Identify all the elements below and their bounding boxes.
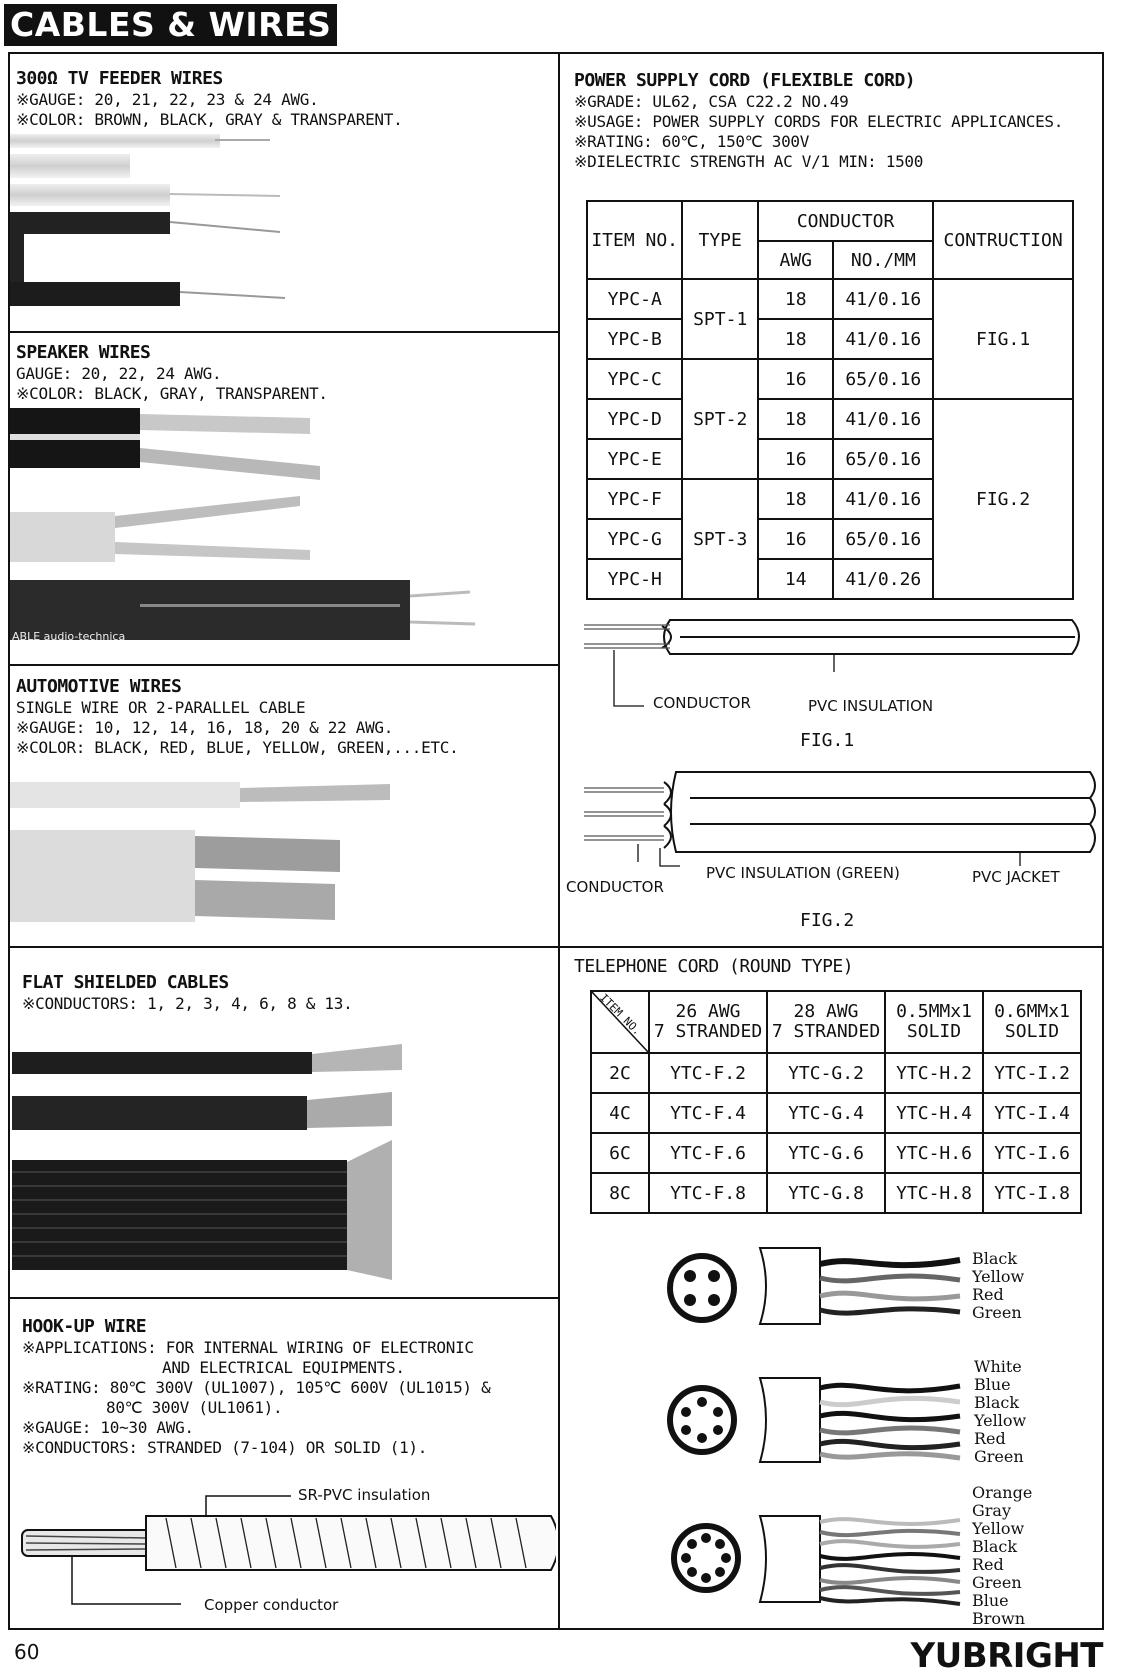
corner-label: ITEM NO. (597, 991, 644, 1038)
flat-shielded-title: FLAT SHIELDED CABLES (22, 972, 229, 993)
table-cell: FIG.2 (933, 399, 1073, 599)
table-cell: YTC-F.4 (649, 1093, 767, 1133)
table-cell: 65/0.16 (833, 439, 933, 479)
brand-logo: YUBRIGHT (910, 1636, 1103, 1676)
table-cell: YTC-I.2 (983, 1053, 1081, 1093)
th-col-1: 26 AWG 7 STRANDED (649, 991, 767, 1053)
table-cell: 41/0.26 (833, 559, 933, 599)
telephone-title: TELEPHONE CORD (ROUND TYPE) (574, 956, 854, 977)
table-cell: YTC-F.2 (649, 1053, 767, 1093)
table-cell: 65/0.16 (833, 359, 933, 399)
hookup-conductor-label: Copper conductor (204, 1596, 339, 1614)
automotive-specs: SINGLE WIRE OR 2-PARALLEL CABLE ※GAUGE: 10, 12, 14, 16, 18, 20 & 22 AWG. ※COLOR: BLACK, RED, BLUE, YELLOW, GREEN,...ETC. (16, 698, 459, 757)
speaker-wires-photo (10, 400, 555, 658)
automotive-wires-photo (10, 776, 550, 941)
hookup-specs: ※APPLICATIONS: FOR INTERNAL WIRING OF ELECTRONIC AND ELECTRICAL EQUIPMENTS. ※RATING: 80℃ 300V (UL1007), 105℃ 600V (UL1015) & 80℃ 300V (UL1061). ※GAUGE: 10~30 AWG. ※CONDUCTORS: STRANDED (7-104) OR SOLID (1). (22, 1338, 491, 1457)
th-construction: CONTRUCTION (933, 201, 1073, 279)
fig1-caption: FIG.1 (800, 730, 855, 751)
speaker-title: SPEAKER WIRES (16, 342, 151, 363)
table-cell: 18 (758, 399, 833, 439)
table-cell: 14 (758, 559, 833, 599)
table-cell: YTC-G.2 (767, 1053, 885, 1093)
row-label: 6C (591, 1133, 649, 1173)
table-cell: FIG.1 (933, 279, 1073, 399)
cord-4c-diagram (670, 1248, 960, 1324)
th-corner (591, 991, 649, 1053)
table-cell: YTC-H.4 (885, 1093, 983, 1133)
speaker-specs: GAUGE: 20, 22, 24 AWG. ※COLOR: BLACK, GRAY, TRANSPARENT. (16, 364, 328, 403)
table-cell: YTC-H.8 (885, 1173, 983, 1213)
th-col-3: 0.5MMx1 SOLID (885, 991, 983, 1053)
cord-6c-diagram (670, 1378, 960, 1462)
row-label: 4C (591, 1093, 649, 1133)
table-row (591, 1093, 1081, 1133)
page-banner-title: CABLES & WIRES (4, 4, 337, 46)
divider-tv-speaker (8, 331, 560, 333)
table-row (591, 1173, 1081, 1213)
table-cell: 18 (758, 319, 833, 359)
cord-8c-colors: Orange Gray Yellow Black Red Green Blue Brown (972, 1483, 1033, 1628)
power-cord-table (586, 200, 1074, 600)
divider-flat-hookup (8, 1297, 560, 1299)
table-cell: YTC-F.8 (649, 1173, 767, 1213)
table-cell: 16 (758, 359, 833, 399)
table-row (591, 1133, 1081, 1173)
table-cell: YPC-E (587, 439, 682, 479)
table-cell: YTC-I.4 (983, 1093, 1081, 1133)
divider-mid (8, 946, 1104, 948)
tv-feeder-title: 300Ω TV FEEDER WIRES (16, 68, 223, 89)
table-cell: YPC-G (587, 519, 682, 559)
table-row (591, 1053, 1081, 1093)
cord-4c-colors: Black Yellow Red Green (972, 1249, 1025, 1322)
table-cell: 18 (758, 479, 833, 519)
flat-shielded-cables-photo (12, 1030, 552, 1290)
power-cord-specs: ※GRADE: UL62, CSA C22.2 NO.49 ※USAGE: POWER SUPPLY CORDS FOR ELECTRIC APPLICANCES. ※RATING: 60℃, 150℃ 300V ※DIELECTRIC STRENGTH AC V/1 MIN: 1500 (574, 92, 1064, 171)
fig2-conductor-label: CONDUCTOR (566, 878, 664, 896)
page-number: 60 (14, 1640, 40, 1664)
table-cell: YPC-H (587, 559, 682, 599)
table-cell: 16 (758, 519, 833, 559)
th-col-2: 28 AWG 7 STRANDED (767, 991, 885, 1053)
divider-speaker-auto (8, 664, 560, 666)
th-awg: AWG (758, 241, 833, 279)
table-cell: YTC-G.6 (767, 1133, 885, 1173)
table-cell: YPC-C (587, 359, 682, 399)
automotive-title: AUTOMOTIVE WIRES (16, 676, 182, 697)
table-cell: SPT-3 (682, 479, 758, 599)
fig1-insulation-label: PVC INSULATION (808, 697, 934, 715)
table-cell: YTC-H.6 (885, 1133, 983, 1173)
hookup-insulation-label: SR-PVC insulation (298, 1486, 431, 1504)
hookup-title: HOOK-UP WIRE (22, 1316, 147, 1337)
tv-feeder-specs: ※GAUGE: 20, 21, 22, 23 & 24 AWG. ※COLOR: BROWN, BLACK, GRAY & TRANSPARENT. (16, 90, 403, 129)
speaker-cable-print: ABLE audio-technica (12, 630, 126, 643)
th-col-4: 0.6MMx1 SOLID (983, 991, 1081, 1053)
table-cell: YPC-B (587, 319, 682, 359)
tv-feeder-wires-photo (10, 132, 550, 327)
table-cell: YPC-D (587, 399, 682, 439)
table-cell: 16 (758, 439, 833, 479)
telephone-table (590, 990, 1082, 1214)
fig2-jacket-label: PVC JACKET (972, 868, 1060, 886)
th-nomm: NO./MM (833, 241, 933, 279)
table-cell: YTC-I.8 (983, 1173, 1081, 1213)
flat-shielded-specs: ※CONDUCTORS: 1, 2, 3, 4, 6, 8 & 13. (22, 994, 353, 1013)
fig2-insulation-label: PVC INSULATION (GREEN) (706, 864, 900, 882)
table-cell: YPC-F (587, 479, 682, 519)
table-cell: YTC-H.2 (885, 1053, 983, 1093)
row-label: 8C (591, 1173, 649, 1213)
cord-6c-colors: White Blue Black Yellow Red Green (974, 1357, 1027, 1466)
power-cord-title: POWER SUPPLY CORD (FLEXIBLE CORD) (574, 70, 916, 91)
table-cell: 41/0.16 (833, 319, 933, 359)
table-cell: YTC-I.6 (983, 1133, 1081, 1173)
fig1-conductor-label: CONDUCTOR (653, 694, 751, 712)
telephone-cord-diagrams (660, 1240, 980, 1625)
table-cell: SPT-1 (682, 279, 758, 359)
th-type: TYPE (682, 201, 758, 279)
column-divider (558, 52, 560, 1630)
table-cell: 41/0.16 (833, 479, 933, 519)
th-conductor: CONDUCTOR (758, 201, 933, 241)
fig2-caption: FIG.2 (800, 910, 855, 931)
th-item-no: ITEM NO. (587, 201, 682, 279)
table-cell: SPT-2 (682, 359, 758, 479)
table-cell: YTC-F.6 (649, 1133, 767, 1173)
table-cell: 41/0.16 (833, 279, 933, 319)
table-cell: 65/0.16 (833, 519, 933, 559)
row-label: 2C (591, 1053, 649, 1093)
table-cell: 41/0.16 (833, 399, 933, 439)
table-cell: YPC-A (587, 279, 682, 319)
table-cell: 18 (758, 279, 833, 319)
cord-8c-diagram (674, 1516, 960, 1604)
table-cell: YTC-G.8 (767, 1173, 885, 1213)
table-cell: YTC-G.4 (767, 1093, 885, 1133)
